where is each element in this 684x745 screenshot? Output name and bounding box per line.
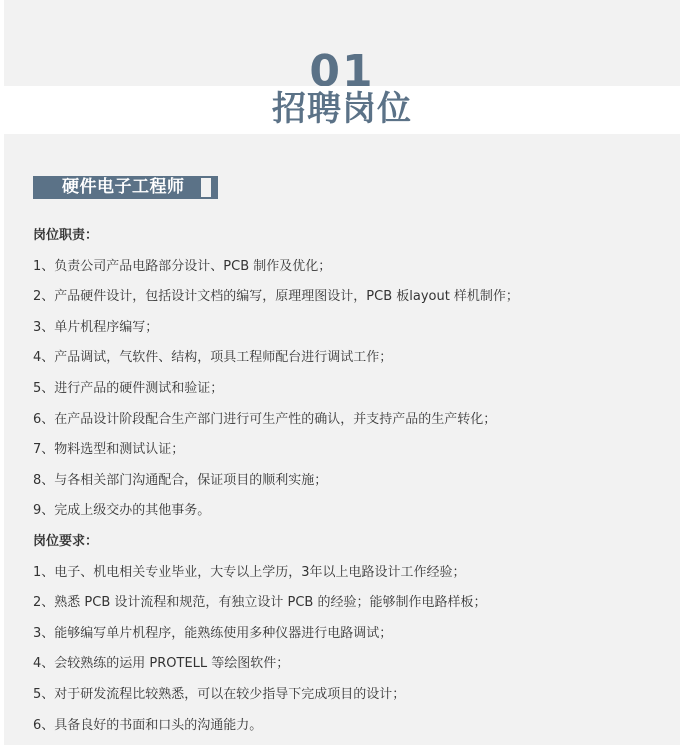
job-title: 硬件电子工程师 — [62, 177, 185, 197]
responsibility-item: 3、单片机程序编写； — [33, 319, 159, 335]
job-description — [33, 221, 673, 741]
requirement-item: 1、电子、机电相关专业毕业，大专以上学历，3年以上电路设计工作经验； — [33, 564, 466, 580]
section-title: 招聘岗位 — [272, 89, 412, 129]
responsibility-item: 8、与各相关部门沟通配合，保证项目的顺利实施； — [33, 472, 328, 488]
requirement-item: 3、能够编写单片机程序，能熟练使用多种仪器进行电路调试； — [33, 625, 393, 641]
responsibility-item: 2、产品硬件设计，包括设计文档的编写，原理理图设计，PCB 板layout 样机制作； — [33, 289, 519, 305]
requirements-heading: 岗位要求： — [33, 533, 99, 549]
responsibility-item: 5、进行产品的硬件测试和验证； — [33, 380, 224, 396]
section-number: 01 — [309, 50, 375, 86]
requirement-item: 4、会较熟练的运用 PROTELL 等绘图软件； — [33, 656, 290, 672]
responsibility-item: 9、完成上级交办的其他事务。 — [33, 503, 211, 519]
requirement-item: 6、具备良好的书面和口头的沟通能力。 — [33, 717, 263, 733]
responsibility-item: 1、负责公司产品电路部分设计、PCB 制作及优化； — [33, 258, 332, 274]
responsibility-item: 7、物料选型和测试认证； — [33, 442, 185, 458]
responsibility-item: 4、产品调试，气软件、结构，项具工程师配台进行调试工作； — [33, 350, 393, 366]
requirement-item: 5、对于研发流程比较熟悉，可以在较少指导下完成项目的设计； — [33, 686, 406, 702]
responsibility-item: 6、在产品设计阶段配合生产部门进行可生产性的确认，并支持产品的生产转化； — [33, 411, 497, 427]
responsibilities-heading: 岗位职责： — [33, 228, 99, 243]
job-title-bar-end — [211, 176, 218, 199]
requirement-item: 2、熟悉 PCB 设计流程和规范，有独立设计 PCB 的经验；能够制作电路样板； — [33, 595, 487, 611]
